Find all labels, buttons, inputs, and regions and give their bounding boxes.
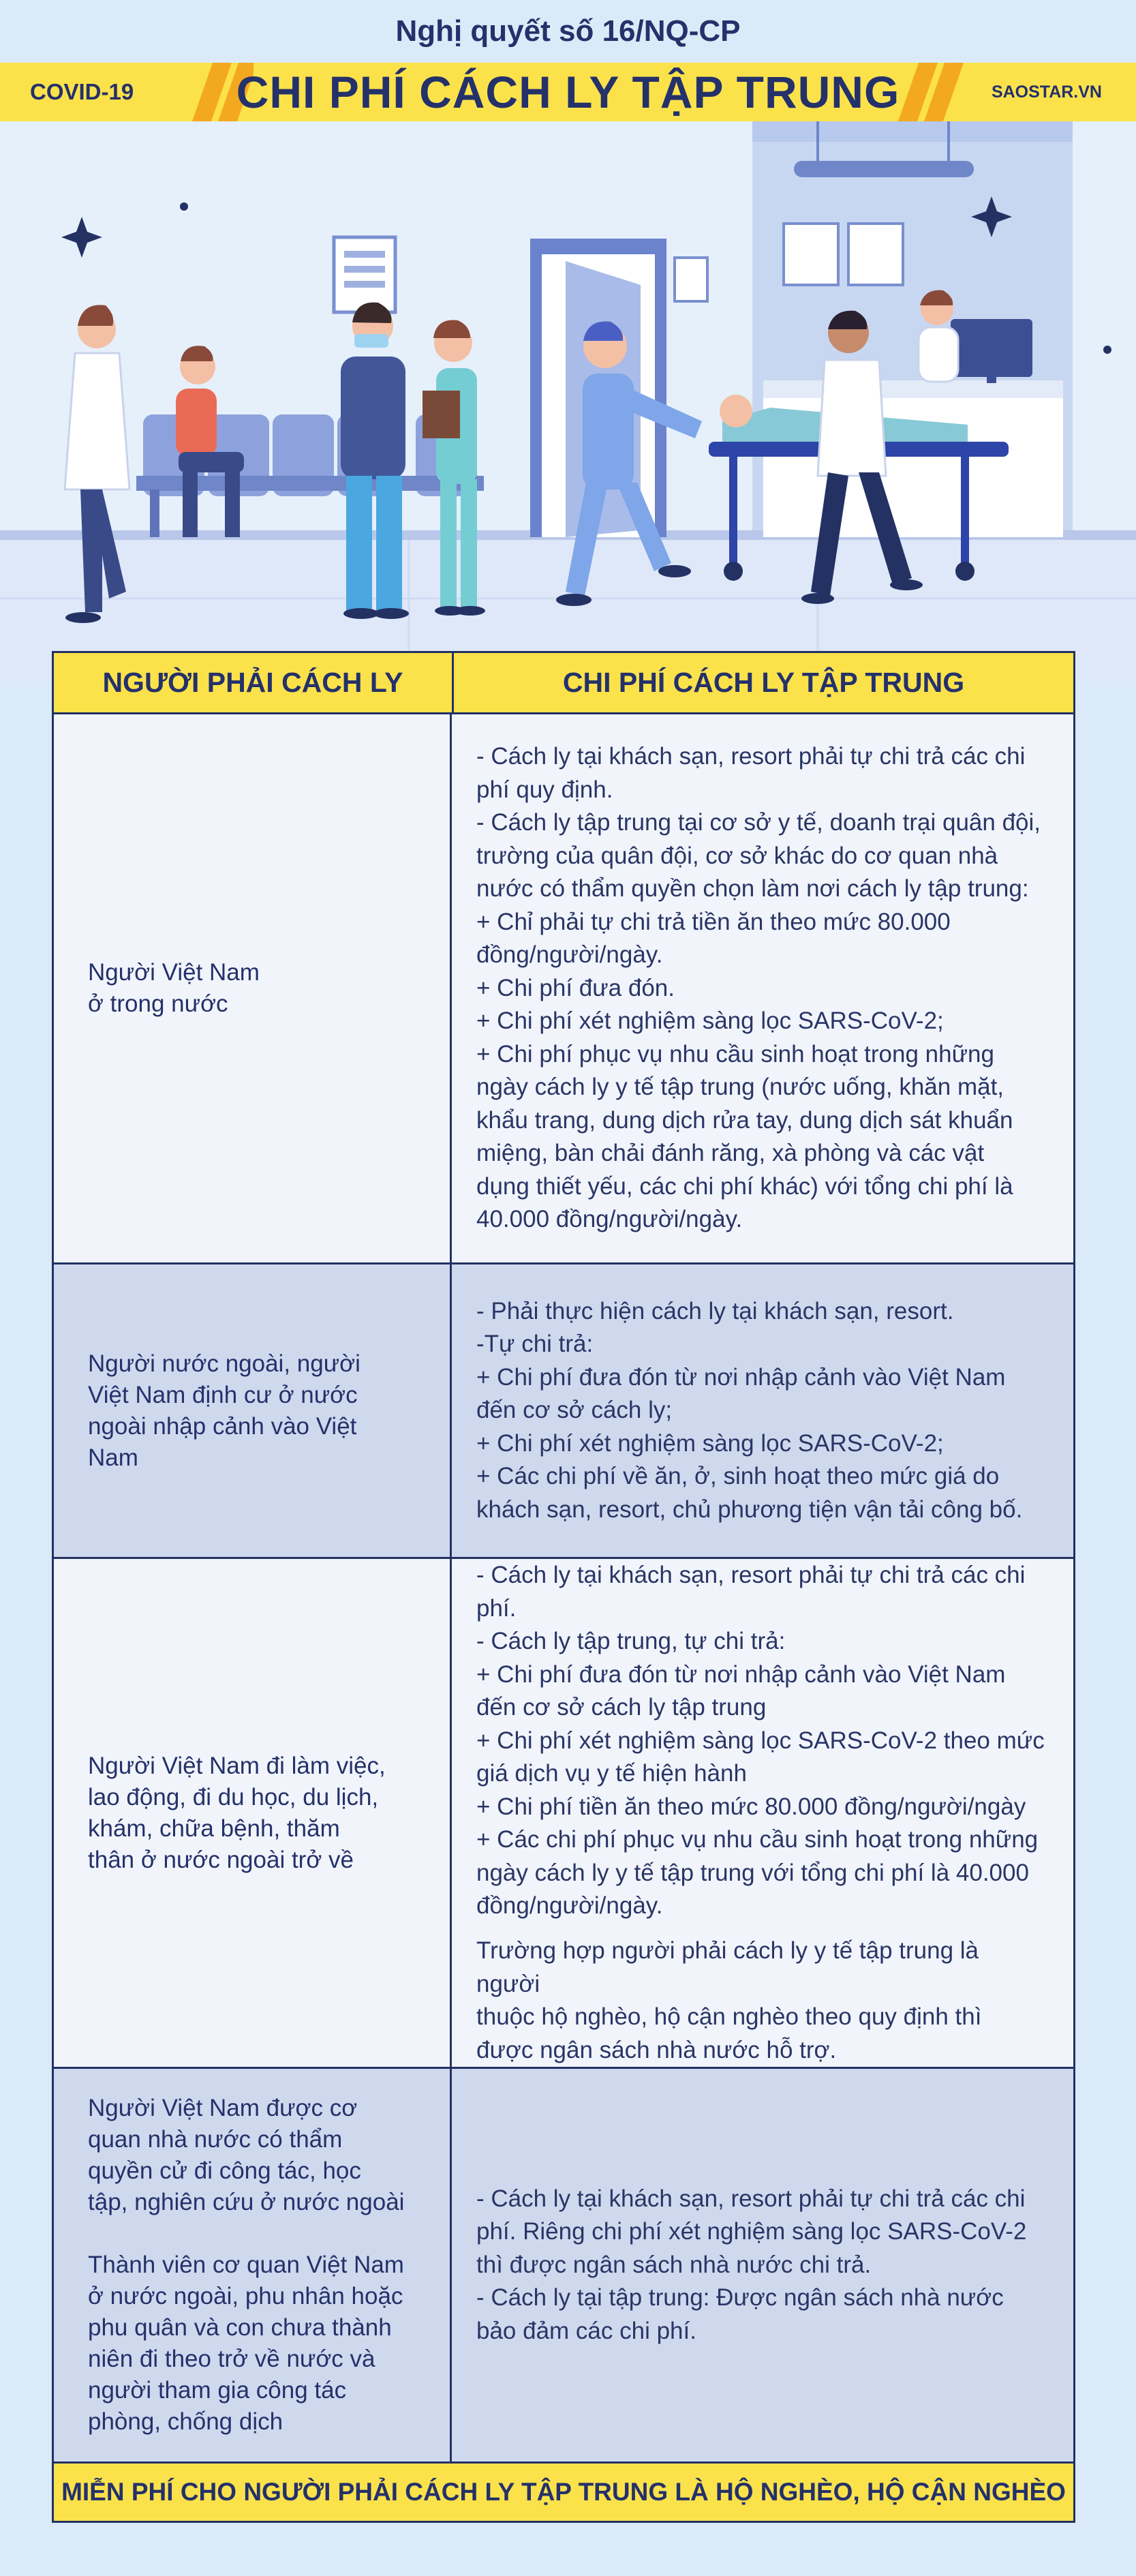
cost-line: + Chi phí xét nghiệm sàng lọc SARS-CoV-2 theo mức: [476, 1727, 1045, 1754]
title-banner: [0, 63, 1136, 121]
person-line: niên đi theo trở về nước và: [88, 2346, 375, 2372]
cost-line: thì được ngân sách nhà nước chi trả.: [476, 2251, 872, 2278]
cost-line: 40.000 đồng/người/ngày.: [476, 1206, 743, 1233]
cost-line: - Cách ly tại khách sạn, resort phải tự chi trả các chi phí.: [476, 1562, 1026, 1622]
person-line: Nam: [88, 1444, 138, 1471]
cost-line: + Chi phí phục vụ nhu cầu sinh hoạt trong những: [476, 1040, 994, 1067]
cost-line: đến cơ sở cách ly;: [476, 1397, 673, 1424]
table-row: [54, 714, 1073, 1264]
cost-line: nước có thẩm quyền chọn làm nơi cách ly tập trung:: [476, 875, 1029, 903]
person-line: Người Việt Nam được cơ: [88, 2095, 358, 2121]
cost-line: + Chi phí đưa đón từ nơi nhập cảnh vào Việt Nam: [476, 1661, 1006, 1688]
person-line: Việt Nam định cư ở nước: [88, 1381, 358, 1408]
person-line: ngoài nhập cảnh vào Việt: [88, 1412, 357, 1440]
person-line: thân ở nước ngoài trở về: [88, 1846, 354, 1873]
cost-line: - Cách ly tại khách sạn, resort phải tự chi trả các chi: [476, 743, 1026, 770]
table-row: [54, 1264, 1073, 1559]
cost-line: + Các chi phí phục vụ nhu cầu sinh hoạt trong những: [476, 1826, 1039, 1853]
person-line: phòng, chống dịch: [88, 2408, 283, 2435]
person-cell: [54, 1264, 452, 1557]
cost-line: - Cách ly tại tập trung: Được ngân sách nhà nước: [476, 2284, 1004, 2312]
person-line: Người Việt Nam: [88, 959, 260, 986]
cost-line: - Cách ly tại khách sạn, resort phải tự chi trả các chi: [476, 2185, 1026, 2212]
cost-line: Trường hợp người phải cách ly y tế tập trung là người: [476, 1937, 979, 1997]
cost-line: - Cách ly tập trung, tự chi trả:: [476, 1628, 786, 1654]
cost-line: thuộc hộ nghèo, hộ cận nghèo theo quy định thì: [476, 2003, 982, 2030]
cost-line: + Chi phí xét nghiệm sàng lọc SARS-CoV-2;: [476, 1007, 944, 1035]
resolution-subtitle: Nghị quyết số 16/NQ-CP: [395, 14, 741, 48]
source-tag: SAOSTAR.VN: [991, 82, 1102, 102]
cost-line: - Phải thực hiện cách ly tại khách sạn, resort.: [476, 1297, 954, 1324]
cost-line: khẩu trang, dung dịch rửa tay, dung dịch sát khuẩn: [476, 1106, 1013, 1134]
person-line: ở nước ngoài, phu nhân hoặc: [88, 2283, 403, 2309]
person-line: tập, nghiên cứu ở nước ngoài: [88, 2189, 405, 2215]
person-line: ở trong nước: [88, 990, 228, 1017]
cost-line: ngày cách ly y tế tập trung với tổng chi phí là 40.000: [476, 1859, 1029, 1886]
table-header-row: [54, 653, 1073, 714]
hospital-illustration: [0, 121, 1136, 680]
cost-cell: [452, 714, 1073, 1262]
cost-line: miệng, bàn chải đánh răng, xà phòng và các vật: [476, 1140, 985, 1167]
cost-line: + Chỉ phải tự chi trả tiền ăn theo mức 80.000: [476, 908, 951, 935]
cost-cell: [452, 1264, 1073, 1557]
cost-line: + Chi phí xét nghiệm sàng lọc SARS-CoV-2;: [476, 1429, 944, 1457]
cost-line: đồng/người/ngày.: [476, 941, 663, 969]
cost-line: - Cách ly tập trung tại cơ sở y tế, doanh trại quân đội,: [476, 809, 1041, 836]
cost-line: phí. Riêng chi phí xét nghiệm sàng lọc SARS-CoV-2: [476, 2218, 1027, 2245]
person-line: Người nước ngoài, người: [88, 1350, 360, 1377]
cost-cell: [452, 2069, 1073, 2461]
header-quarantined-person: NGƯỜI PHẢI CÁCH LY: [54, 653, 454, 712]
cost-line: giá dịch vụ y tế hiện hành: [476, 1760, 747, 1787]
cost-line: + Chi phí đưa đón từ nơi nhập cảnh vào Việt Nam: [476, 1363, 1006, 1391]
cost-line: đến cơ sở cách ly tập trung: [476, 1694, 767, 1721]
person-cell: [54, 2069, 452, 2461]
cost-line: -Tự chi trả:: [476, 1331, 594, 1358]
person-line: lao động, đi du học, du lịch,: [88, 1783, 379, 1810]
paragraph-gap: [476, 1923, 1046, 1935]
cost-line: đồng/người/ngày.: [476, 1892, 663, 1919]
cost-line: dụng thiết yếu, các chi phí khác) với tổng chi phí là: [476, 1172, 1013, 1200]
person-line: quyền cử đi công tác, học: [88, 2157, 361, 2184]
cost-line: ngày cách ly y tế tập trung (nước uống, khăn mặt,: [476, 1074, 1004, 1101]
free-of-charge-footer: MIỄN PHÍ CHO NGƯỜI PHẢI CÁCH LY TẬP TRUNG LÀ HỘ NGHÈO, HỘ CẬN NGHÈO: [54, 2464, 1073, 2521]
person-line: phu quân và con chưa thành: [88, 2314, 392, 2341]
table-row: [54, 1559, 1073, 2069]
person-line: khám, chữa bệnh, thăm: [88, 1815, 340, 1842]
paragraph-gap: [88, 2218, 423, 2249]
cost-cell: [452, 1559, 1073, 2067]
cost-line: bảo đảm các chi phí.: [476, 2317, 696, 2344]
cost-line: trường của quân đội, cơ sở khác do cơ quan nhà: [476, 842, 998, 869]
cost-line: phí quy định.: [476, 776, 613, 803]
covid-tag: COVID-19: [30, 79, 134, 104]
stripe-right-decoration: [898, 63, 973, 121]
cost-line: khách sạn, resort, chủ phương tiện vận tải công bố.: [476, 1496, 1023, 1523]
person-cell: [54, 714, 452, 1262]
cost-line: + Các chi phí về ăn, ở, sinh hoạt theo mức giá do: [476, 1463, 1000, 1490]
cost-line: + Chi phí đưa đón.: [476, 974, 675, 1001]
table-row: [54, 2069, 1073, 2464]
banner-title: CHI PHÍ CÁCH LY TẬP TRUNG: [236, 67, 900, 117]
cost-line: được ngân sách nhà nước hỗ trợ.: [476, 2036, 837, 2063]
cost-line: + Chi phí tiền ăn theo mức 80.000 đồng/người/ngày: [476, 1793, 1026, 1820]
person-line: quan nhà nước có thẩm: [88, 2126, 343, 2153]
person-cell: [54, 1559, 452, 2067]
quarantine-cost-table: [52, 651, 1075, 2523]
person-line: Thành viên cơ quan Việt Nam: [88, 2252, 404, 2278]
header-quarantine-cost: CHI PHÍ CÁCH LY TẬP TRUNG: [562, 667, 965, 698]
person-line: người tham gia công tác: [88, 2377, 347, 2404]
person-line: Người Việt Nam đi làm việc,: [88, 1752, 386, 1779]
